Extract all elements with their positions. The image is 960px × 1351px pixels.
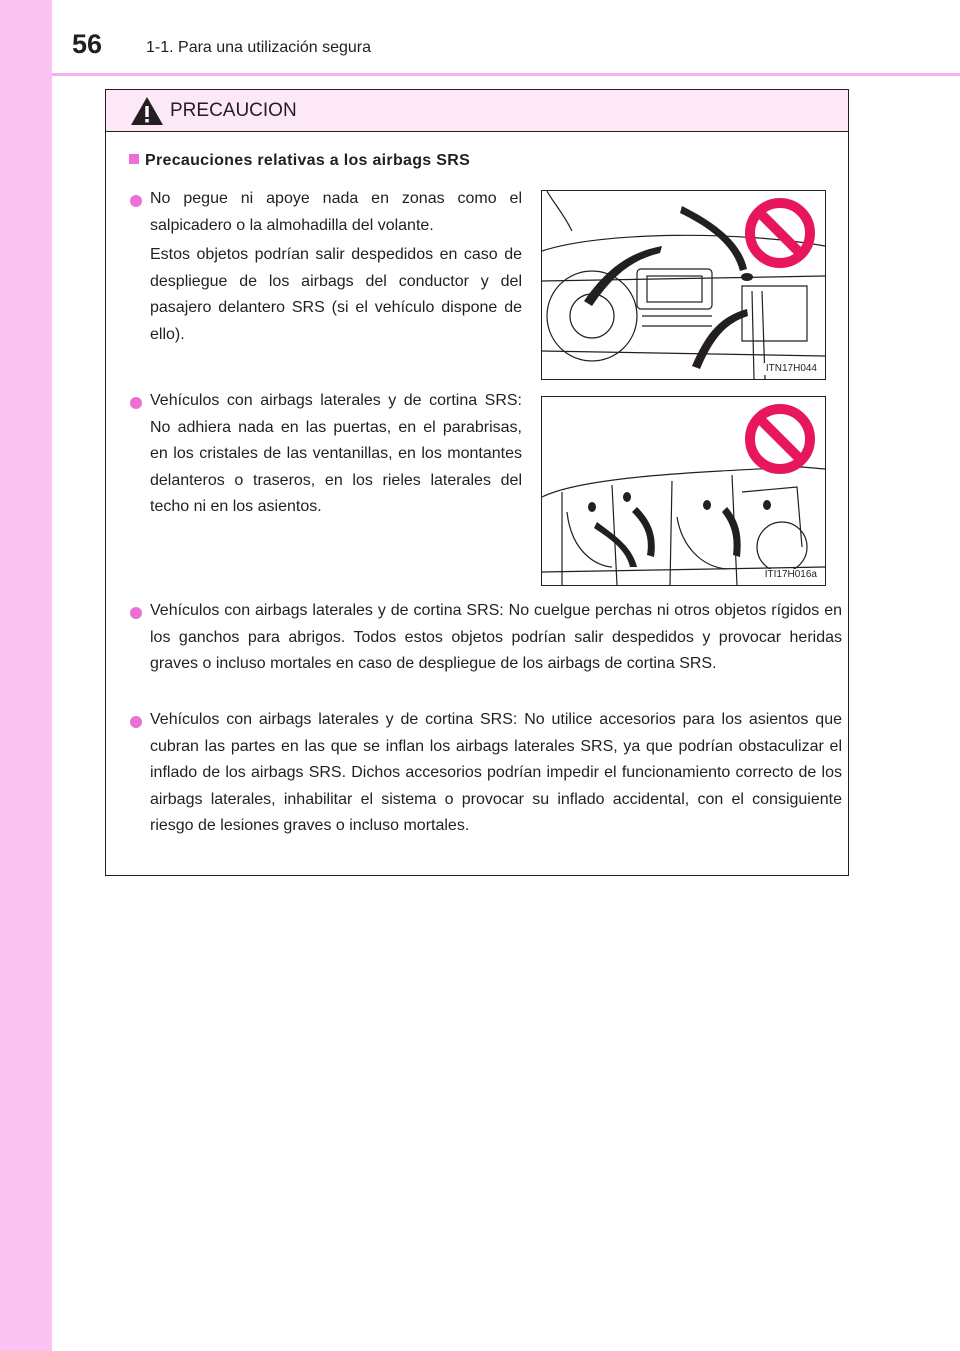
image-code: ITI17H016a xyxy=(764,569,817,580)
bullet-icon xyxy=(130,716,142,728)
section-title: 1-1. Para una utilización segura xyxy=(146,39,372,56)
caution-box xyxy=(105,89,849,876)
illustration-cabin xyxy=(541,396,826,586)
bullet-icon xyxy=(130,195,142,207)
dashboard-drawing xyxy=(542,191,825,379)
prohibition-icon xyxy=(750,409,810,469)
image-code: ITN17H044 xyxy=(765,363,817,374)
item-extra-text: Estos objetos podrían salir despedidos en caso de despliegue de los airbags del conductor y del pasajero delantero SRS (si el vehículo dispone de ello). xyxy=(150,246,522,343)
bullet-icon xyxy=(130,607,142,619)
side-strip xyxy=(0,0,52,1351)
item-text: Vehículos con airbags laterales y de cortina SRS: No adhiera nada en las puertas, en el parabrisas, en los cristales de las ventanillas, en los montantes delanteros o traseros, en los rieles laterales del techo ni en los asientos. xyxy=(150,392,522,515)
bullet-icon xyxy=(130,397,142,409)
page-number: 56 xyxy=(72,29,103,59)
item-text: No pegue ni apoye nada en zonas como el salpicadero o la almohadilla del volante. xyxy=(150,190,522,234)
warning-triangle-icon xyxy=(130,96,164,126)
caution-title: PRECAUCION xyxy=(170,100,297,121)
caution-header xyxy=(106,90,848,132)
caution-subheading-text: Precauciones relativas a los airbags SRS xyxy=(145,152,471,169)
header-rule xyxy=(52,73,960,76)
item-text: Vehículos con airbags laterales y de cortina SRS: No utilice accesorios para los asientos que cubran las partes en las que se inflan los airbags laterales SRS, ya que podrían obstaculizar el inflado de los airbags SRS. Dichos accesorios podrían impedir el funcionamiento correcto de los airbags laterales, inhabilitar el sistema o provocar su inflado accidental, con el consiguiente riesgo de lesiones graves o incluso mortales. xyxy=(150,711,842,834)
caution-subheading xyxy=(129,150,470,172)
prohibition-icon xyxy=(750,203,810,263)
illustration-dashboard xyxy=(541,190,826,380)
item-text: Vehículos con airbags laterales y de cortina SRS: No cuelgue perchas ni otros objetos rígidos en los ganchos para abrigos. Todos estos objetos podrían salir despedidos y provocar heridas graves o incluso mortales en caso de despliegue de los airbags de cortina SRS. xyxy=(150,602,842,672)
cabin-drawing xyxy=(542,397,825,585)
square-bullet-icon xyxy=(129,154,139,164)
